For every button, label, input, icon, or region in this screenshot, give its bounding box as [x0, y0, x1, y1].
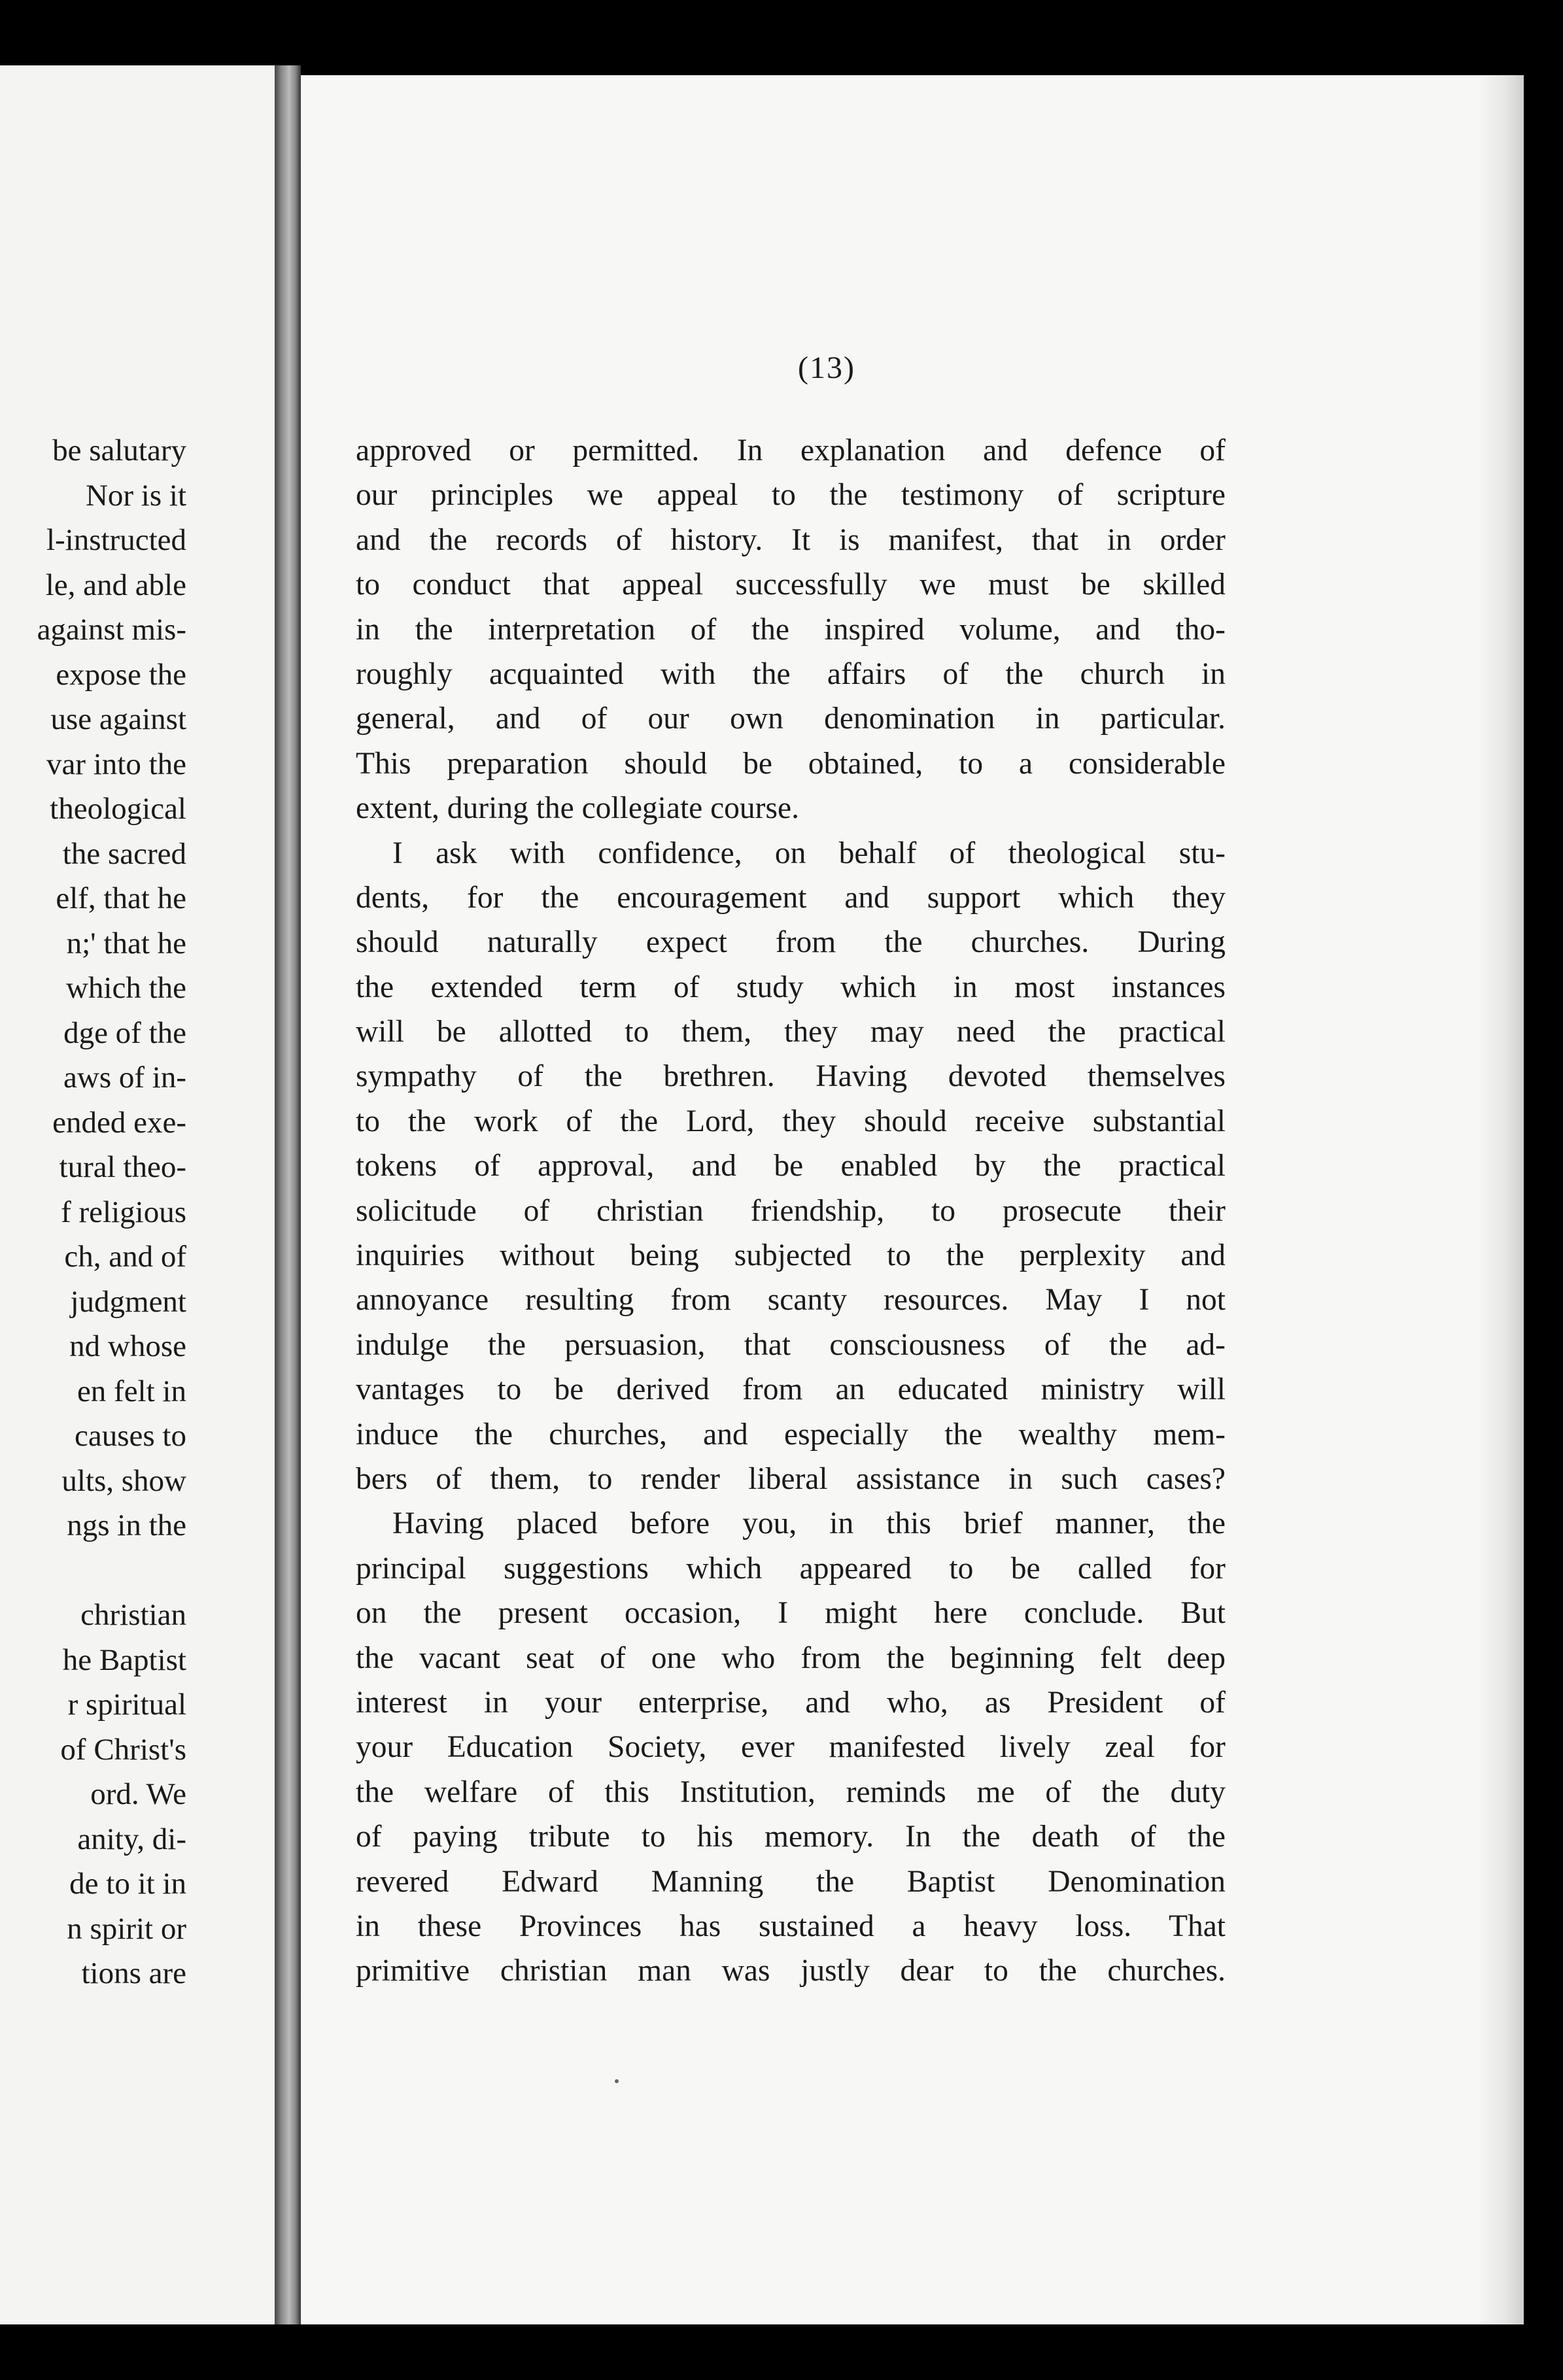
left-page-line: le, and able — [45, 568, 186, 602]
text-line: dents, for the encouragement and support which they — [356, 880, 1226, 915]
ink-speck — [615, 2079, 619, 2083]
text-line: revered Edward Manning the Baptist Denomination — [356, 1864, 1226, 1899]
left-page-line: f religious — [61, 1195, 186, 1229]
left-page-line: tions are — [81, 1956, 186, 1990]
left-page-line: n spirit or — [67, 1911, 186, 1946]
text-line: to the work of the Lord, they should receive substantial — [356, 1104, 1226, 1138]
left-page-line: causes to — [75, 1419, 186, 1453]
left-page-line: he Baptist — [62, 1642, 186, 1677]
text-line: induce the churches, and especially the wealthy mem- — [356, 1417, 1226, 1452]
left-page-fragment — [0, 65, 275, 2324]
text-line: inquiries without being subjected to the perplexity and — [356, 1238, 1226, 1273]
text-line: the welfare of this Institution, reminds me of the duty — [356, 1775, 1226, 1809]
left-page-line: theological — [50, 792, 186, 826]
left-page-line: dge of the — [63, 1015, 186, 1050]
left-page-line: which the — [65, 971, 186, 1005]
text-line: interest in your enterprise, and who, as President of — [356, 1685, 1226, 1720]
left-page-line — [0, 1548, 186, 1593]
left-page-line: be salutary — [52, 434, 186, 468]
left-page-line: elf, that he — [56, 881, 186, 915]
left-page-line: of Christ's — [60, 1732, 186, 1767]
text-line: of paying tribute to his memory. In the death of the — [356, 1820, 1226, 1854]
text-line: tokens of approval, and be enabled by the practical — [356, 1149, 1226, 1183]
text-line: our principles we appeal to the testimony of scripture — [356, 478, 1226, 513]
text-line: the vacant seat of one who from the beginning felt deep — [356, 1640, 1226, 1675]
text-line: the extended term of study which in most instances — [356, 970, 1226, 1004]
left-page-line: en felt in — [77, 1374, 186, 1408]
left-page-line: expose the — [56, 657, 186, 692]
text-line: roughly acquainted with the affairs of the church in — [356, 656, 1226, 691]
left-page-line: anity, di- — [77, 1822, 186, 1856]
text-line: should naturally expect from the churches. During — [356, 925, 1226, 960]
text-line: principal suggestions which appeared to be called for — [356, 1551, 1226, 1586]
body-text — [356, 428, 1226, 1994]
left-page-line: de to it in — [69, 1867, 186, 1901]
text-line: general, and of our own denomination in particular. — [356, 702, 1226, 736]
text-line: I ask with confidence, on behalf of theological stu- — [392, 836, 1226, 870]
left-page-line: n;' that he — [66, 926, 186, 960]
left-page-line: judgment — [70, 1284, 186, 1319]
left-page-text — [0, 428, 186, 1996]
left-page-line: ended exe- — [52, 1105, 186, 1140]
left-page-line: ord. We — [90, 1777, 186, 1811]
right-page — [301, 75, 1524, 2324]
text-line: Having placed before you, in this brief manner, the — [392, 1506, 1226, 1541]
text-line: your Education Society, ever manifested lively zeal for — [356, 1730, 1226, 1765]
left-page-line: christian — [80, 1598, 186, 1632]
left-page-line: use against — [50, 702, 186, 736]
left-page-line: ults, show — [61, 1463, 186, 1498]
page-number: (13) — [798, 350, 855, 385]
left-page-line: the sacred — [62, 836, 186, 871]
left-page-line: aws of in- — [63, 1061, 186, 1095]
text-line: approved or permitted. In explanation and defence of — [356, 434, 1226, 468]
left-page-line: l-instructed — [46, 523, 186, 557]
left-page-line: var into the — [46, 747, 186, 781]
left-page-line: Nor is it — [85, 478, 186, 513]
page-edge-shadow — [1478, 75, 1524, 2324]
text-line: sympathy of the brethren. Having devoted themselves — [356, 1059, 1226, 1094]
text-line: on the present occasion, I might here conclude. But — [356, 1596, 1226, 1631]
text-line: indulge the persuasion, that consciousness of the ad- — [356, 1327, 1226, 1362]
text-line: primitive christian man was justly dear to the churches. — [356, 1954, 1226, 1988]
left-page-line: ngs in the — [67, 1508, 186, 1542]
left-page-line: tural theo- — [59, 1150, 186, 1184]
left-page-line: nd whose — [69, 1329, 186, 1363]
text-line: This preparation should be obtained, to a considerable — [356, 746, 1226, 781]
text-line: to conduct that appeal successfully we must be skilled — [356, 568, 1226, 602]
text-line: in these Provinces has sustained a heavy loss. That — [356, 1909, 1226, 1943]
left-page-line: against mis- — [37, 613, 186, 647]
text-line: bers of them, to render liberal assistance in such cases? — [356, 1461, 1226, 1496]
text-line: will be allotted to them, they may need the practical — [356, 1015, 1226, 1049]
left-page-line: ch, and of — [64, 1240, 186, 1274]
text-line: vantages to be derived from an educated ministry will — [356, 1372, 1226, 1407]
text-line: solicitude of christian friendship, to prosecute their — [356, 1193, 1226, 1228]
text-line: annoyance resulting from scanty resources. May I not — [356, 1283, 1226, 1318]
left-page-line: r spiritual — [67, 1688, 186, 1722]
book-gutter — [275, 65, 301, 2324]
text-line: and the records of history. It is manifest, that in order — [356, 522, 1226, 557]
text-line: extent, during the collegiate course. — [356, 791, 799, 826]
text-line: in the interpretation of the inspired volume, and tho- — [356, 612, 1226, 647]
